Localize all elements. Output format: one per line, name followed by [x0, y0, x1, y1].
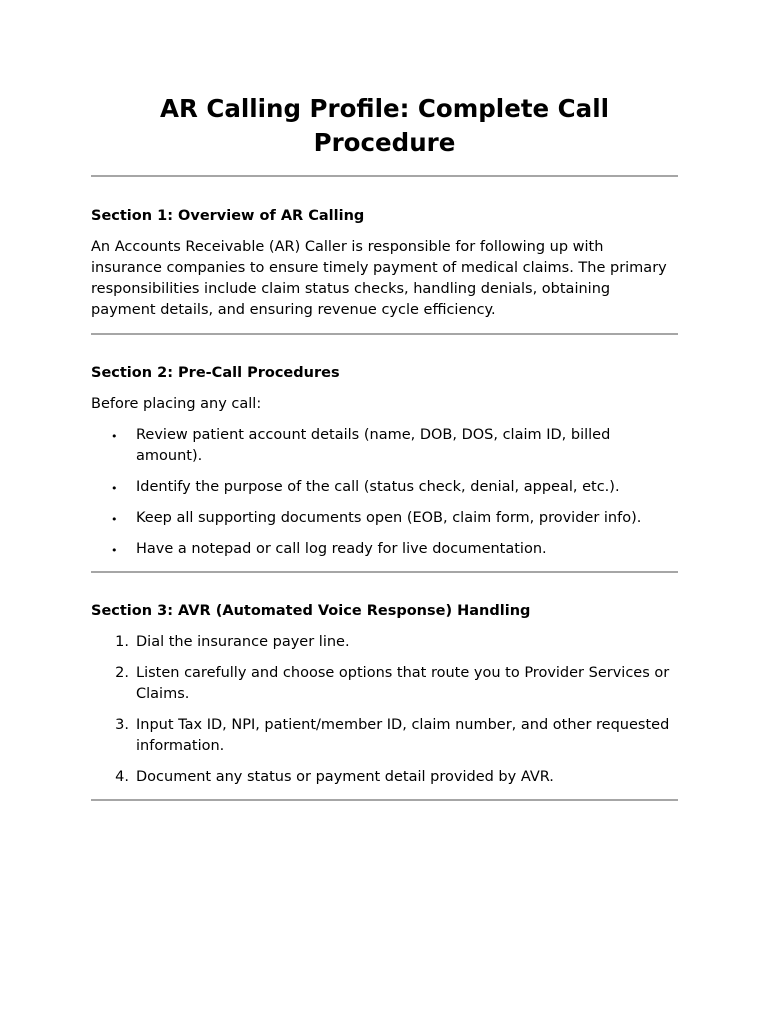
document-title: AR Calling Profile: Complete Call Procedure — [159, 94, 609, 157]
title-divider — [91, 175, 678, 177]
list-item — [91, 632, 678, 653]
section-2-heading: Section 2: Pre-Call Procedures — [91, 365, 340, 381]
list-item-text: Identify the purpose of the call (status check, denial, appeal, etc.). — [136, 479, 620, 495]
list-item — [91, 663, 678, 705]
list-item — [91, 425, 678, 467]
step-number: 4. — [115, 769, 129, 785]
list-item-text: Listen carefully and choose options that route you to Provider Services or Claims. — [136, 665, 670, 702]
list-item-text: Keep all supporting documents open (EOB, claim form, provider info). — [136, 510, 642, 526]
section-1-heading: Section 1: Overview of AR Calling — [91, 208, 365, 224]
avr-steps-list — [91, 632, 678, 788]
section-3-heading: Section 3: AVR (Automated Voice Response) Handling — [91, 603, 531, 619]
list-item — [91, 477, 678, 498]
section-3-divider — [91, 799, 678, 801]
section-2-intro: Before placing any call: — [91, 396, 262, 412]
list-item — [91, 767, 678, 788]
document-content — [91, 92, 678, 801]
section-1-paragraph: An Accounts Receivable (AR) Caller is responsible for following up with insurance companies to ensure timely payment of medical claims. The primary responsibilities include claim status checks, handling denials, obtaining payment details, and ensuring revenue cycle efficiency. — [91, 239, 667, 318]
list-item-text: Review patient account details (name, DOB, DOS, claim ID, billed amount). — [136, 427, 611, 464]
step-number: 3. — [115, 717, 129, 733]
section-1-divider — [91, 333, 678, 335]
bullet-icon: • — [111, 544, 118, 557]
pre-call-checklist — [91, 425, 678, 560]
list-item-text: Dial the insurance payer line. — [136, 634, 350, 650]
bullet-icon: • — [111, 513, 118, 526]
section-2-divider — [91, 571, 678, 573]
list-item-text: Input Tax ID, NPI, patient/member ID, claim number, and other requested information. — [136, 717, 670, 754]
step-number: 2. — [115, 665, 129, 681]
list-item — [91, 508, 678, 529]
bullet-icon: • — [111, 482, 118, 495]
bullet-icon: • — [111, 430, 118, 443]
list-item — [91, 539, 678, 560]
list-item-text: Have a notepad or call log ready for live documentation. — [136, 541, 547, 557]
list-item-text: Document any status or payment detail provided by AVR. — [136, 769, 554, 785]
step-number: 1. — [115, 634, 129, 650]
list-item — [91, 715, 678, 757]
